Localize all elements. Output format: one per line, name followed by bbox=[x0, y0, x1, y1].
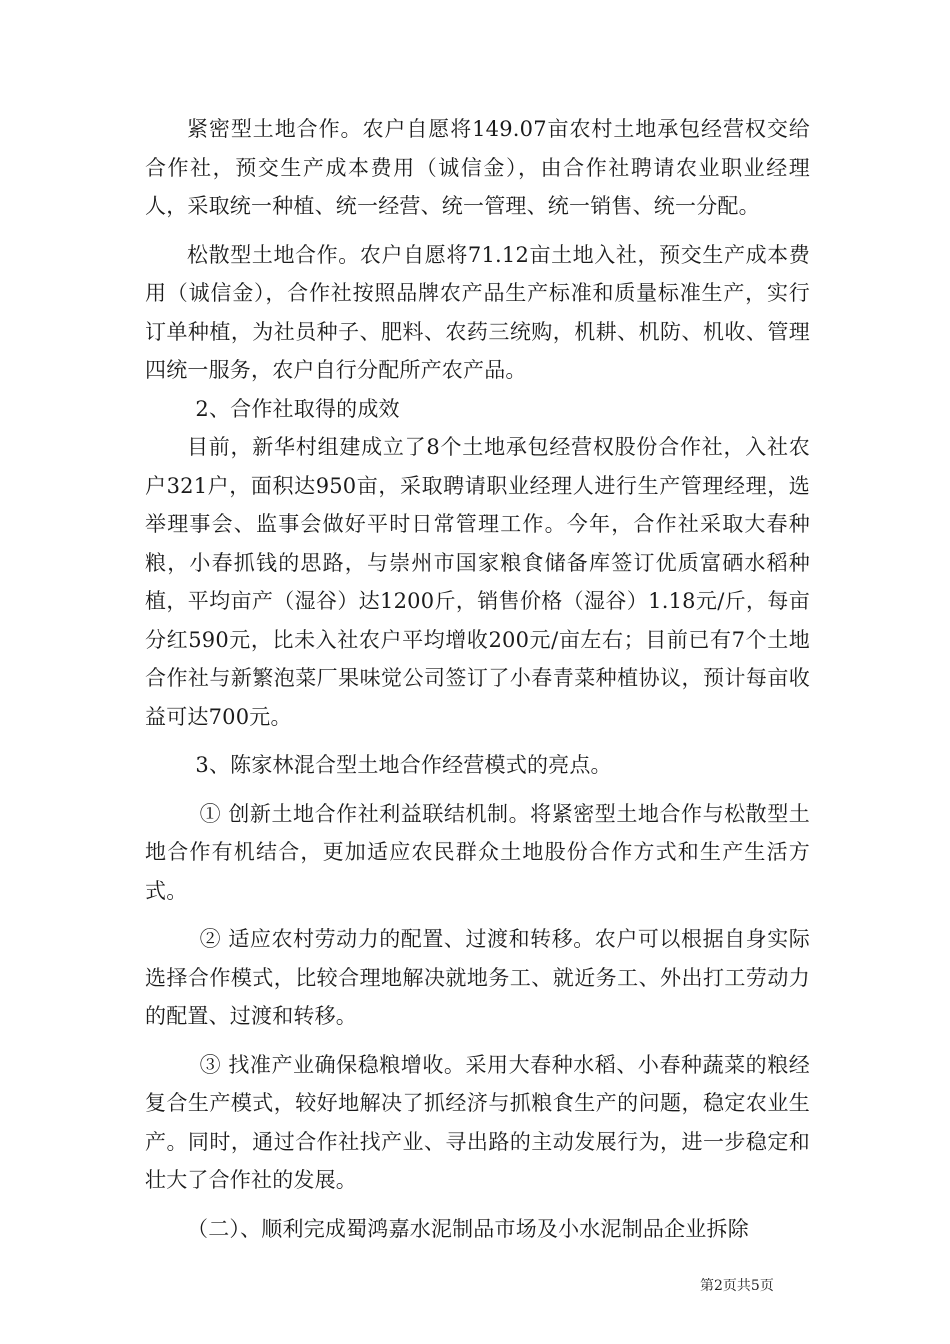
paragraph-tight-cooperation: 紧密型土地合作。农户自愿将149.07亩农村土地承包经营权交给合作社，预交生产成本费用（诚信金），由合作社聘请农业职业经理人，采取统一种植、统一经营、统一管理、统一销售、统一分配。 bbox=[145, 117, 810, 218]
section-heading-demolition: （二）、顺利完成蜀鸿嘉水泥制品市场及小水泥制品企业拆除 bbox=[187, 1216, 749, 1241]
document-body bbox=[145, 110, 810, 1248]
paragraph-loose-cooperation: 松散型土地合作。农户自愿将71.12亩土地入社，预交生产成本费用（诚信金），合作社按照品牌农产品生产标准和质量标准生产，实行订单种植，为社员种子、肥料、农药三统购，机耕、机防、机收、管理四统一服务，农户自行分配所产农产品。 bbox=[145, 242, 810, 382]
page-number: 第2页共5页 bbox=[700, 1278, 774, 1294]
section-heading-results: 2、合作社取得的成效 bbox=[195, 396, 400, 421]
list-item-highlight-2: ② 适应农村劳动力的配置、过渡和转移。农户可以根据自身实际选择合作模式，比较合理地解决就地务工、就近务工、外出打工劳动力的配置、过渡和转移。 bbox=[145, 927, 810, 1028]
list-item-highlight-1: ① 创新土地合作社利益联结机制。将紧密型土地合作与松散型土地合作有机结合，更加适应农民群众土地股份合作方式和生产生活方式。 bbox=[145, 801, 810, 903]
list-item-highlight-3: ③ 找准产业确保稳粮增收。采用大春种水稻、小春种蔬菜的粮经复合生产模式，较好地解决了抓经济与抓粮食生产的问题，稳定农业生产。同时，通过合作社找产业、寻出路的主动发展行为，进一步稳定和壮大了合作社的发展。 bbox=[145, 1052, 810, 1192]
section-heading-highlights: 3、陈家林混合型土地合作经营模式的亮点。 bbox=[195, 753, 612, 777]
paragraph-results: 目前，新华村组建成立了8个土地承包经营权股份合作社，入社农户321户，面积达950亩，采取聘请职业经理人进行生产管理经理，选举理事会、监事会做好平时日常管理工作。今年，合作社采取大春种粮，小春抓钱的思路，与崇州市国家粮食储备库签订优质富硒水稻种植，平均亩产（湿谷）达1200斤，销售价格（湿谷）1.18元/斤，每亩分红590元，比未入社农户平均增收200元/亩左右；目前已有7个土地合作社与新繁泡菜厂果味觉公司签订了小春青菜种植协议，预计每亩收益可达700元。 bbox=[145, 435, 810, 729]
